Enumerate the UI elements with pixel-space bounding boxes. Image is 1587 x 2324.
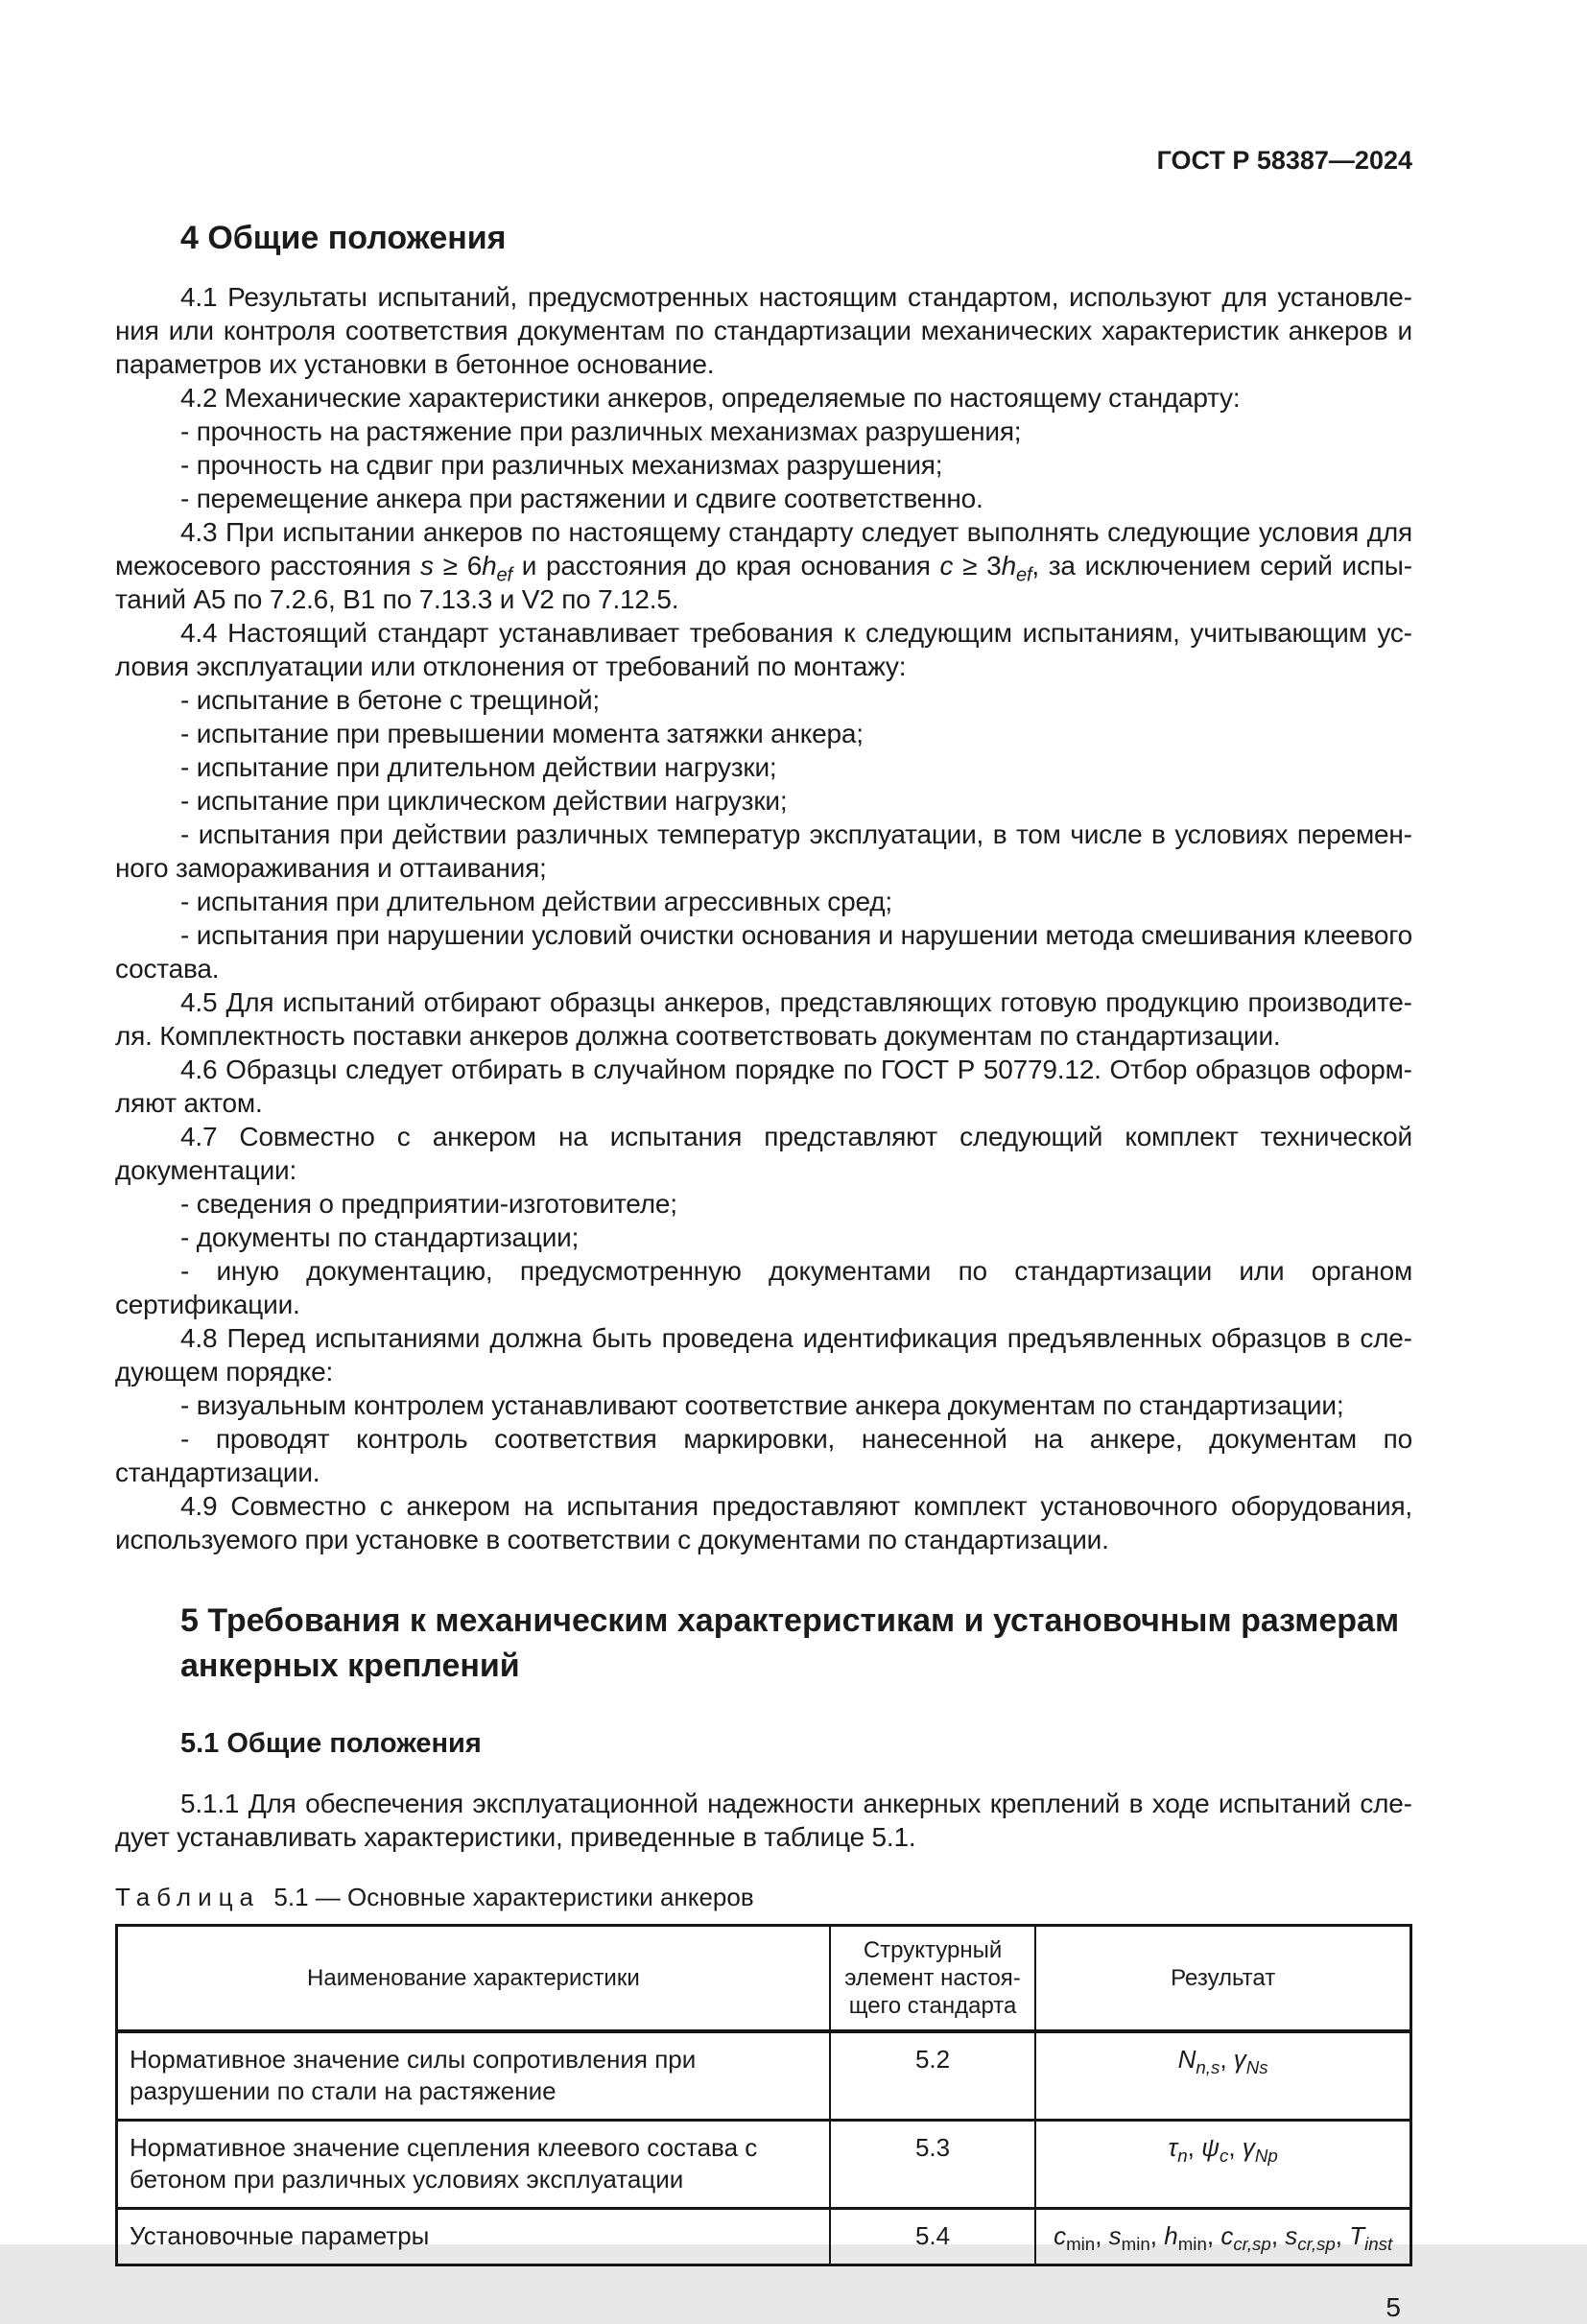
table-caption (115, 1883, 1412, 1912)
table-5-1 (115, 1924, 1412, 2266)
column-header-clause: Структурный элемент настоящего стандарта (830, 1926, 1035, 2032)
paragraph-4-4: 4.4 Настоящий стандарт устанавливает требования к следующим испытаниям, учитывающим условия эксплуатации или отклонения от требований по монтажу: (115, 618, 1412, 681)
paragraph-5-1-1: 5.1.1 Для обеспечения эксплуатационной надежности анкерных креплений в ходе испытаний следует устанавливать характеристики, приведенные в таблице 5.1. (115, 1789, 1412, 1852)
table-caption-text: — Основные характеристики анкеров (315, 1883, 754, 1911)
cell-result: $N_{n,s}$, $\gamma_{Ns}$ (1035, 2031, 1410, 2121)
cell-clause: 5.3 (830, 2121, 1035, 2209)
list-item: - испытание при длительном действии нагрузки; (180, 752, 777, 782)
section-5-1-heading: 5.1 Общие положения (180, 1728, 482, 1759)
table-row (117, 2121, 1411, 2209)
cell-clause: 5.4 (830, 2209, 1035, 2265)
paragraph-4-6: 4.6 Образцы следует отбирать в случайном порядке по ГОСТ Р 50779.12. Отбор образцов оформляют актом. (115, 1055, 1412, 1118)
paragraph-4-9: 4.9 Совместно с анкером на испытания предоставляют комплект установочного оборудования, используемого при установке в соответствии с документами по стандартизации. (115, 1491, 1412, 1554)
column-header-characteristic: Наименование характеристики (117, 1926, 830, 2032)
list-item: - проводят контроль соответствия маркировки, нанесенной на анкере, документам по стандартизации. (115, 1424, 1412, 1487)
paragraph-4-5: 4.5 Для испытаний отбирают образцы анкеров, представляющих готовую продукцию производителя. Комплектность поставки анкеров должна соответствовать документам по стандартизации. (115, 987, 1412, 1051)
list-item: - визуальным контролем устанавливают соответствие анкера документам по стандартизации; (180, 1390, 1344, 1420)
table-caption-number: 5.1 (273, 1883, 309, 1911)
list-item: - сведения о предприятии-изготовителе; (180, 1189, 677, 1219)
list-item: - прочность на растяжение при различных механизмах разрушения; (180, 416, 1022, 446)
page-number: 5 (1386, 2292, 1401, 2322)
paragraph-4-1: 4.1 Результаты испытаний, предусмотренных настоящим стандартом, используют для установления или контроля соответствия документам по стандартизации механических характеристик анкеров и параметров их установки в бетонное основание. (115, 282, 1412, 379)
list-item: - испытание при циклическом действии нагрузки; (180, 786, 788, 816)
doc-number: ГОСТ Р 58387—2024 (1156, 146, 1412, 175)
column-header-result: Результат (1035, 1926, 1410, 2032)
list-item: - документы по стандартизации; (180, 1222, 580, 1252)
list-item: - иную документацию, предусмотренную документами по стандартизации или органом сертификации. (115, 1256, 1412, 1319)
list-item: - испытания при нарушении условий очистки основания и нарушении метода смешивания клеевого состава. (115, 920, 1412, 984)
paragraph-4-3: 4.3 При испытании анкеров по настоящему стандарту следует выполнять следующие условия для межосевого расстояния $s \ge 6h_{ef}$ и расстояния до края основания $c \ge 3h_{ef}$, за исключением серий испытаний А5 по 7.2.6, В1 по 7.13.3 и V2 по 7.12.5. (115, 517, 1413, 614)
cell-result: $\tau_n$, $\psi_c$, $\gamma_{Np}$ (1035, 2121, 1410, 2209)
cell-characteristic: Установочные параметры (117, 2209, 830, 2265)
section-5-heading: 5 Требования к механическим характеристикам и установочным размерам анкерных креплений (180, 1602, 1400, 1684)
list-item: - испытание при превышении момента затяжки анкера; (180, 719, 864, 748)
list-item: - перемещение анкера при растяжении и сдвиге соответственно. (180, 484, 983, 513)
paragraph-4-2: 4.2 Механические характеристики анкеров, определяемые по настоящему стандарту: (180, 383, 1241, 413)
paragraph-4-7: 4.7 Совместно с анкером на испытания представляют следующий комплект технической документации: (115, 1122, 1412, 1185)
table-header-row (117, 1926, 1411, 2032)
list-item: - прочность на сдвиг при различных механизмах разрушения; (180, 450, 943, 480)
section-4-heading: 4 Общие положения (180, 220, 507, 256)
cell-characteristic: Нормативное значение сцепления клеевого состава с бетоном при различных условиях эксплуатации (117, 2121, 830, 2209)
table-caption-word: Таблица (115, 1883, 260, 1911)
cell-result: $c_{min}$, $s_{min}$, $h_{min}$, $c_{cr,sp}$, $s_{cr,sp}$, $T_{inst}$ (1035, 2209, 1410, 2265)
table-row (117, 2031, 1411, 2121)
cell-clause: 5.2 (830, 2031, 1035, 2121)
list-item: - испытания при действии различных температур эксплуатации, в том числе в условиях переменного замораживания и оттаивания; (115, 819, 1412, 883)
table-row (117, 2209, 1411, 2265)
paragraph-4-8: 4.8 Перед испытаниями должна быть проведена идентификация предъявленных образцов в следующем порядке: (115, 1323, 1412, 1387)
cell-characteristic: Нормативное значение силы сопротивления при разрушении по стали на растяжение (117, 2031, 830, 2121)
list-item: - испытание в бетоне с трещиной; (180, 685, 600, 715)
list-item: - испытания при длительном действии агрессивных сред; (180, 887, 892, 916)
